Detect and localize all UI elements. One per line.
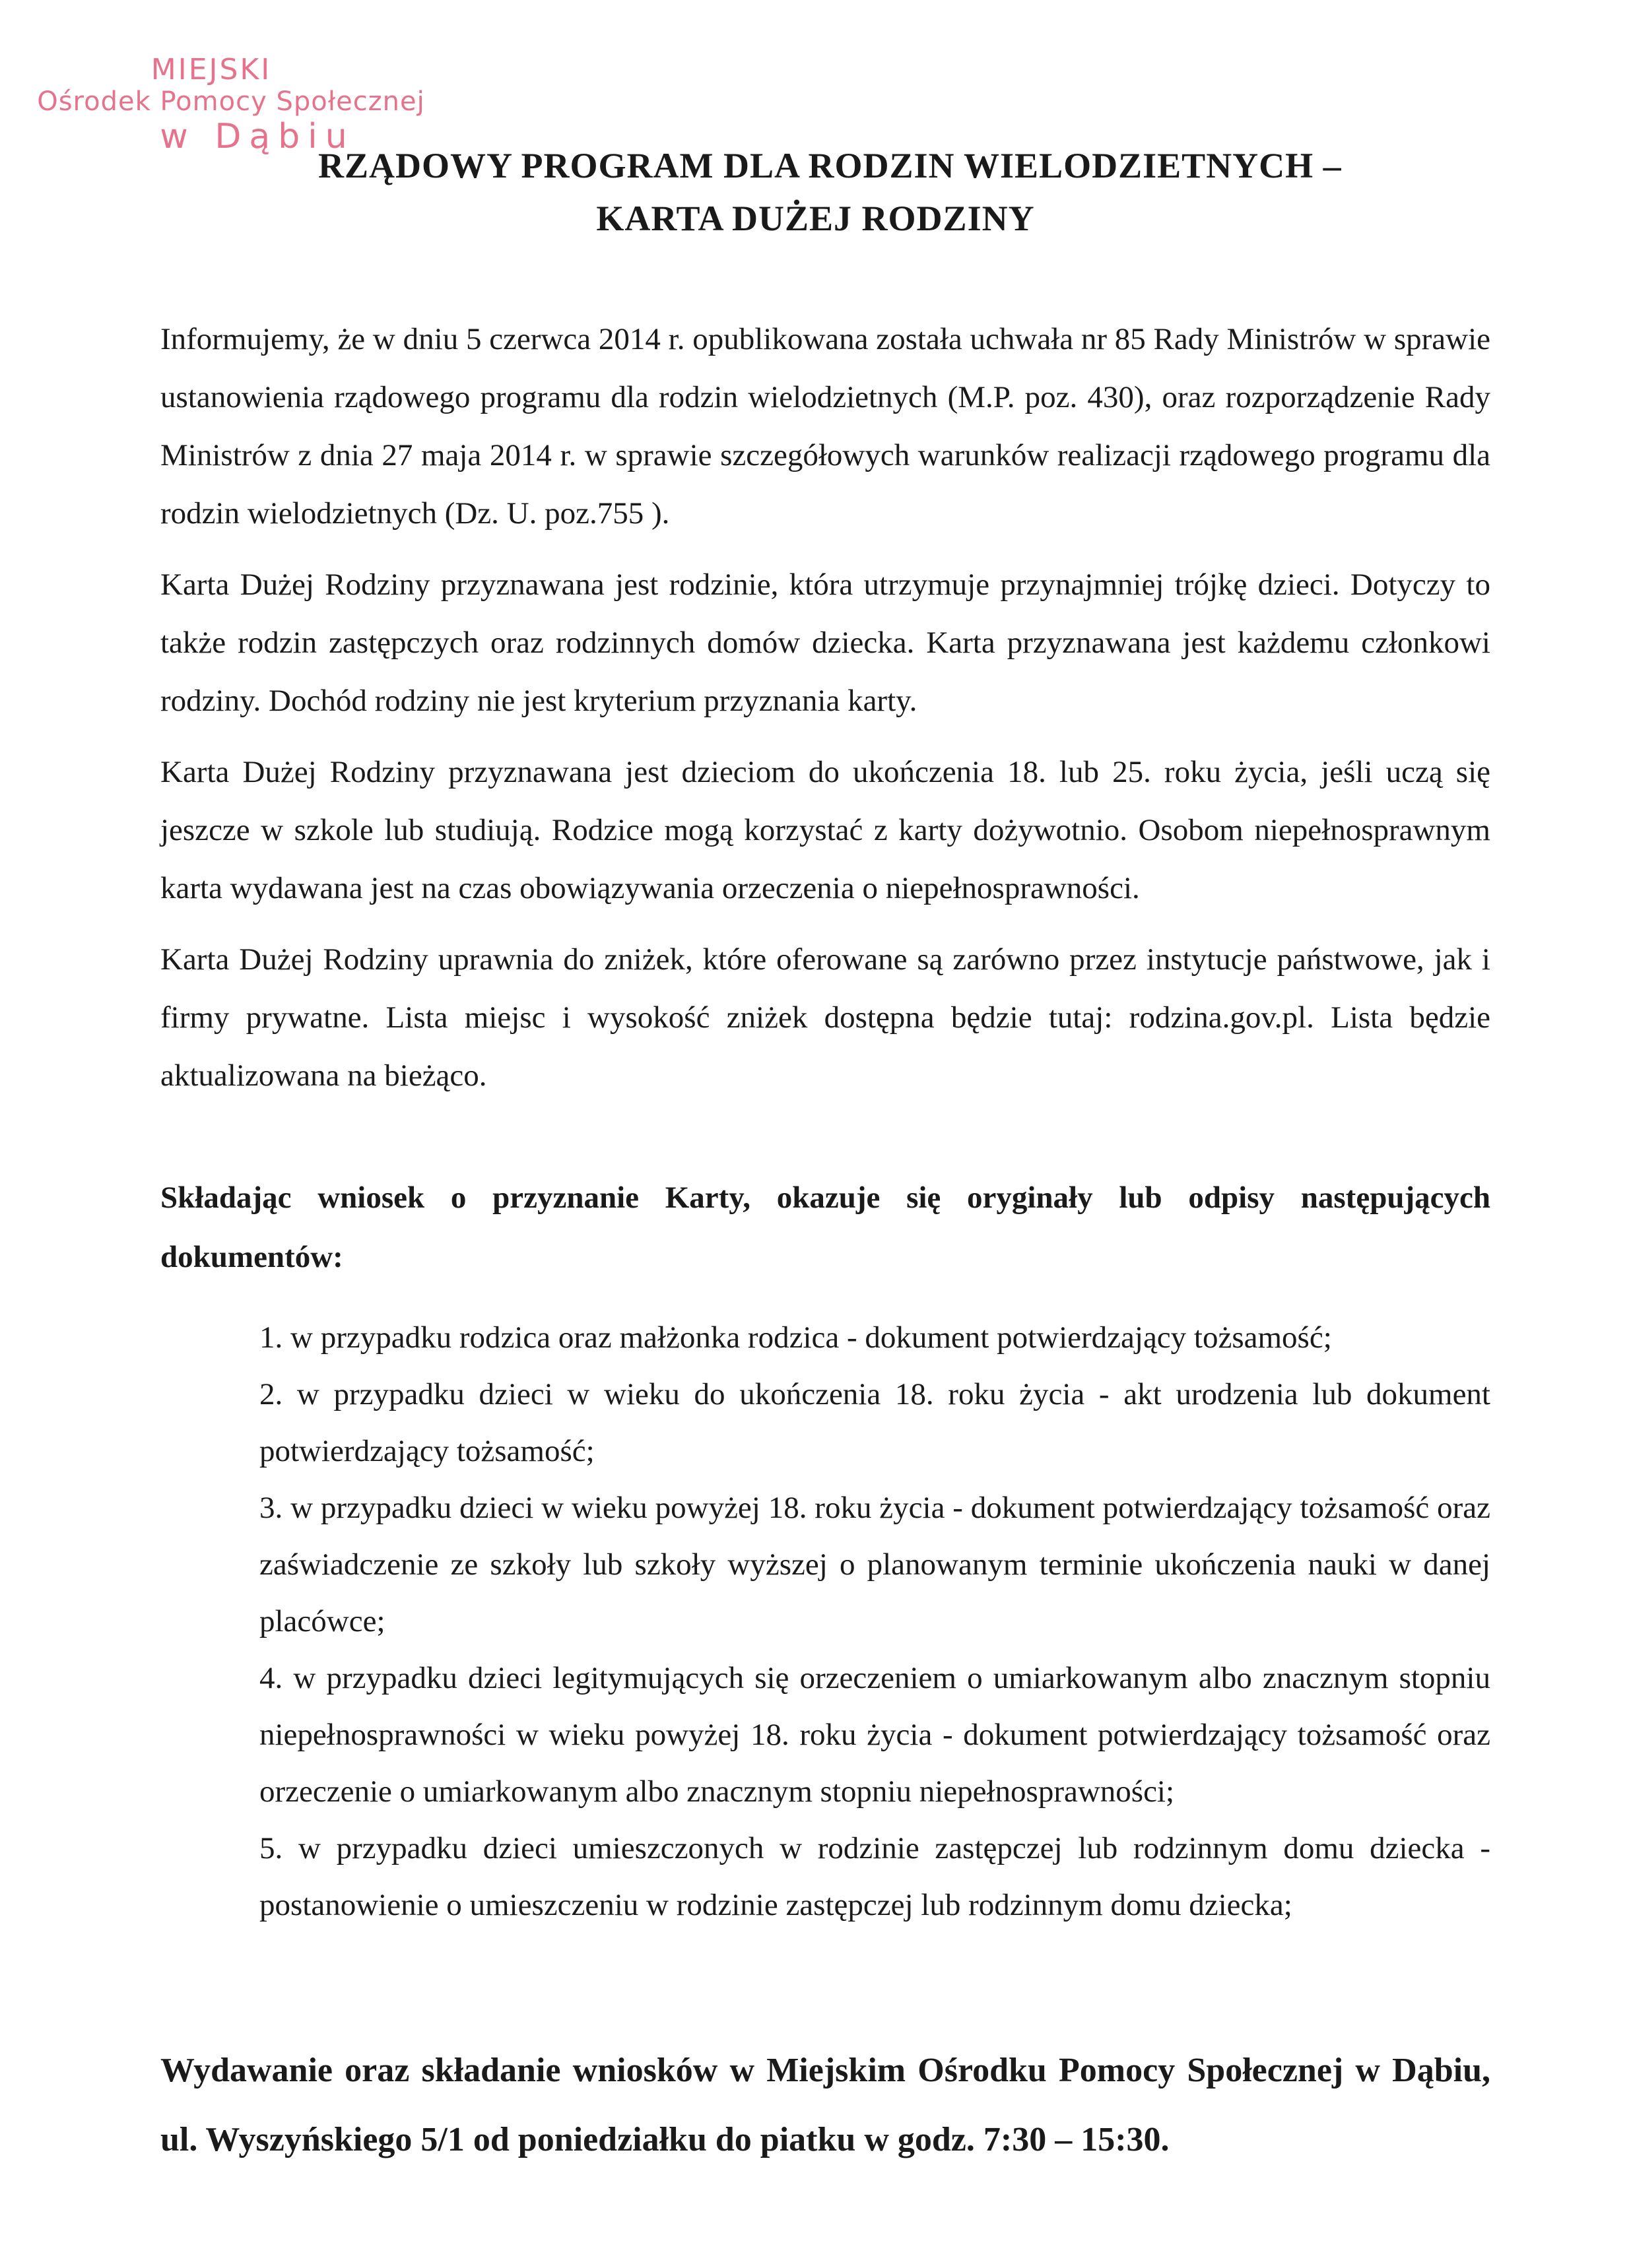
office-hours-notice: Wydawanie oraz składanie wniosków w Miejskim Ośrodku Pomocy Społecznej w Dąbiu, ul. Wyszyńskiego 5/1 od poniedziałku do piatku w godz. 7:30 – 15:30. — [160, 2052, 1490, 2158]
institution-stamp — [33, 53, 429, 156]
paragraph-discounts: Karta Dużej Rodziny uprawnia do zniżek, które oferowane są zarówno przez instytucje państwowe, jak i firmy prywatne. Lista miejsc i wysokość zniżek dostępna będzie tutaj: rodzina.gov.pl. Lista będzie aktualizowana na bieżąco. — [160, 942, 1490, 1093]
required-documents-list — [160, 1309, 1490, 1933]
intro-section — [160, 310, 1490, 1118]
document-title-line-2: KARTA DUŻEJ RODZINY — [596, 199, 1035, 238]
list-item: 2. w przypadku dzieci w wieku do ukończenia 18. roku życia - akt urodzenia lub dokument potwierdzający tożsamość; — [259, 1377, 1490, 1468]
required-documents-heading: Składając wniosek o przyznanie Karty, okazuje się oryginały lub odpisy następujących dokumentów: — [160, 1181, 1490, 1274]
document-title-line-1: RZĄDOWY PROGRAM DLA RODZIN WIELODZIETNYCH – — [318, 146, 1342, 185]
paragraph-eligibility: Karta Dużej Rodziny przyznawana jest rodzinie, która utrzymuje przynajmniej trójkę dzieci. Dotyczy to także rodzin zastępczych oraz rodzinnych domów dziecka. Karta przyznawana jest każdemu członkowi rodziny. Dochód rodziny nie jest kryterium przyznania karty. — [160, 567, 1490, 718]
stamp-line-3: w Dąbiu — [160, 117, 355, 156]
paragraph-age-limits: Karta Dużej Rodziny przyznawana jest dzieciom do ukończenia 18. lub 25. roku życia, jeśli uczą się jeszcze w szkole lub studiują. Rodzice mogą korzystać z karty dożywotnio. Osobom niepełnosprawnym karta wydawana jest na czas obowiązywania orzeczenia o niepełnosprawności. — [160, 755, 1490, 905]
list-item: 3. w przypadku dzieci w wieku powyżej 18. roku życia - dokument potwierdzający tożsamość oraz zaświadczenie ze szkoły lub szkoły wyższej o planowanym terminie ukończenia nauki w danej placówce; — [259, 1491, 1490, 1638]
required-documents-section — [160, 1168, 1490, 1933]
list-item: 4. w przypadku dzieci legitymujących się orzeczeniem o umiarkowanym albo znacznym stopniu niepełnosprawności w wieku powyżej 18. roku życia - dokument potwierdzający tożsamość oraz orzeczenie o umiarkowanym albo znacznym stopniu niepełnosprawności; — [259, 1661, 1490, 1809]
stamp-line-2: Ośrodek Pomocy Społecznej — [37, 86, 425, 117]
paragraph-resolution-info: Informujemy, że w dniu 5 czerwca 2014 r. opublikowana została uchwała nr 85 Rady Ministrów w sprawie ustanowienia rządowego programu dla rodzin wielodzietnych (M.P. poz. 430), oraz rozporządzenie Rady Ministrów z dnia 27 maja 2014 r. w sprawie szczegółowych warunków realizacji rządowego programu dla rodzin wielodzietnych (Dz. U. poz.755 ). — [160, 322, 1490, 531]
stamp-line-1: MIEJSKI — [150, 53, 272, 86]
list-item: 1. w przypadku rodzica oraz małżonka rodzica - dokument potwierdzający tożsamość; — [259, 1320, 1332, 1355]
list-item: 5. w przypadku dzieci umieszczonych w rodzinie zastępczej lub rodzinnym domu dziecka - postanowienie o umieszczeniu w rodzinie zastępczej lub rodzinnym domu dziecka; — [259, 1831, 1490, 1922]
